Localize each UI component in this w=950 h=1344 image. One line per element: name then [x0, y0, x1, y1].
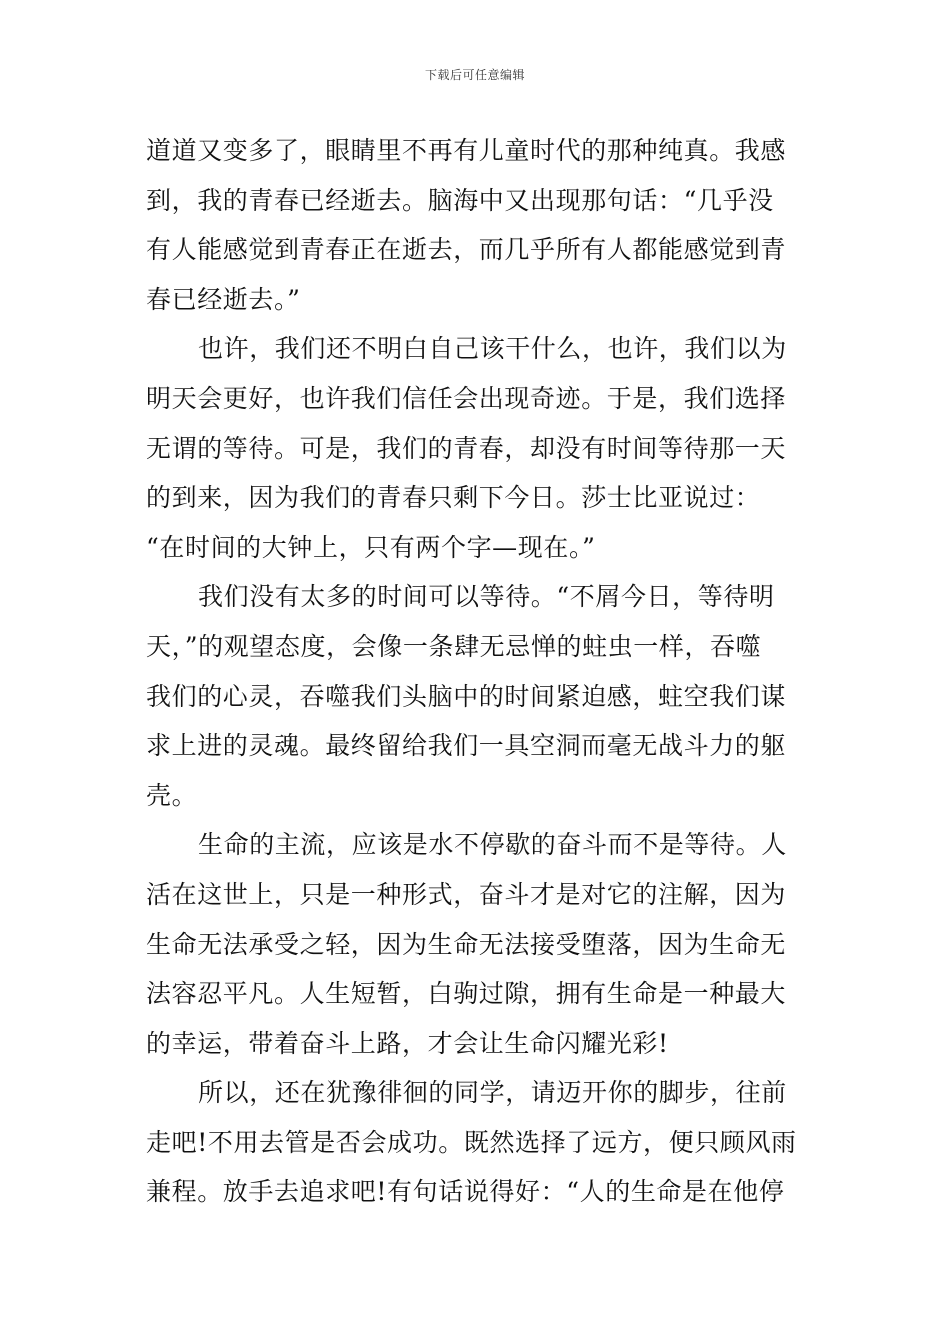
text-line: 走吧!不用去管是否会成功。既然选择了远方，便只顾风雨 [146, 1127, 797, 1157]
text-line: 到，我的青春已经逝去。脑海中又出现那句话：“几乎没 [146, 185, 774, 215]
paragraph-first-line: 所以，还在犹豫徘徊的同学，请迈开你的脚步，往前 [198, 1078, 787, 1108]
text-line: 天，”的观望态度，会像一条肆无忌惮的蛀虫一样，吞噬 [146, 631, 762, 661]
text-line: 兼程。放手去追求吧!有句话说得好：“人的生命是在他停 [146, 1177, 785, 1207]
paragraph-first-line: 我们没有太多的时间可以等待。“不屑今日，等待明 [198, 582, 775, 612]
text-line: 法容忍平凡。人生短暂，白驹过隙，拥有生命是一种最大 [146, 979, 787, 1009]
paragraph-first-line: 也许，我们还不明白自己该干什么，也许，我们以为 [198, 334, 787, 364]
body-text [146, 126, 806, 1217]
paragraph-first-line: 生命的主流，应该是水不停歇的奋斗而不是等待。人 [198, 830, 787, 860]
text-line: 道道又变多了，眼睛里不再有儿童时代的那种纯真。我感 [146, 136, 787, 165]
text-line: 生命无法承受之轻，因为生命无法接受堕落，因为生命无 [146, 929, 787, 959]
text-line: 的到来，因为我们的青春只剩下今日。莎士比亚说过： [146, 483, 761, 513]
text-line: 的幸运，带着奋斗上路，才会让生命闪耀光彩! [146, 1028, 669, 1058]
text-line: 有人能感觉到青春正在逝去，而几乎所有人都能感觉到青 [146, 235, 787, 265]
text-line: 我们的心灵，吞噬我们头脑中的时间紧迫感，蛀空我们谋 [146, 681, 787, 711]
text-line: 无谓的等待。可是，我们的青春，却没有时间等待那一天 [146, 433, 787, 463]
page-header: 下载后可任意编辑 [424, 68, 525, 82]
text-line: 春已经逝去。” [146, 284, 301, 314]
text-line: 壳。 [146, 780, 198, 810]
text-line: “在时间的大钟上，只有两个字—现在。” [146, 532, 596, 562]
text-line: 求上进的灵魂。最终留给我们一具空洞而毫无战斗力的躯 [146, 731, 787, 761]
text-line: 明天会更好，也许我们信任会出现奇迹。于是，我们选择 [146, 383, 787, 413]
text-line: 活在这世上，只是一种形式，奋斗才是对它的注解，因为 [146, 879, 787, 909]
